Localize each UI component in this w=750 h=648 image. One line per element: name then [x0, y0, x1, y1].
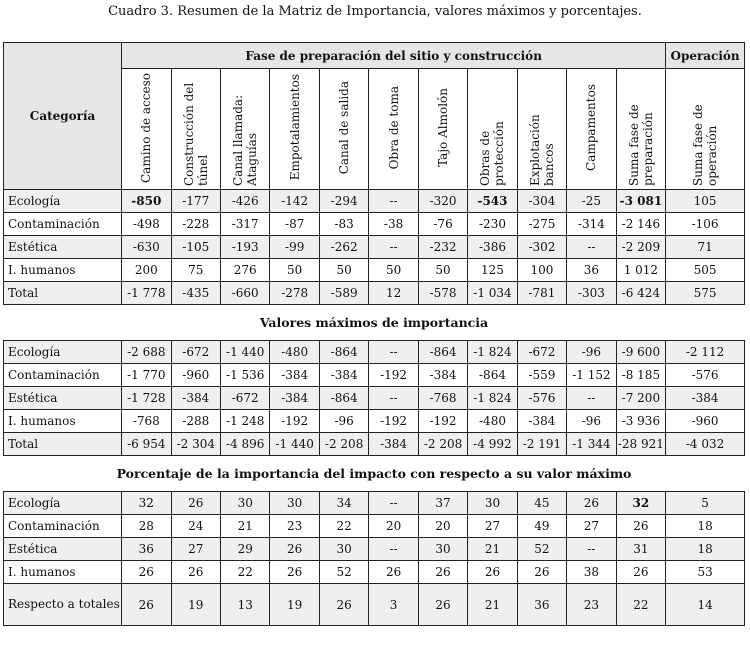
column-header	[270, 69, 319, 190]
column-header-label: Construcción del túnel	[181, 82, 210, 186]
table-cell: 22	[221, 561, 270, 584]
table-cell: 22	[319, 515, 368, 538]
table-cell: -1 770	[122, 364, 171, 387]
table-cell: 50	[369, 259, 418, 282]
table-cell: 26	[616, 561, 666, 584]
table-cell: --	[369, 387, 418, 410]
table-cell: -386	[468, 236, 517, 259]
table-cell: -576	[666, 364, 745, 387]
row-label: Ecología	[4, 341, 122, 364]
column-header-label: Canal de salida	[337, 80, 352, 175]
column-header	[171, 69, 220, 190]
table-cell: 23	[270, 515, 319, 538]
table-cell: 22	[616, 584, 666, 626]
table-cell: -294	[319, 190, 368, 213]
table-cell: -435	[171, 282, 220, 305]
row-label: Estética	[4, 538, 122, 561]
table-row	[4, 433, 745, 456]
table-cell: -1 440	[270, 433, 319, 456]
table-cell: 19	[270, 584, 319, 626]
table-cell: -6 954	[122, 433, 171, 456]
table-row	[4, 410, 745, 433]
table-cell: -576	[517, 387, 566, 410]
table-cell: -384	[418, 364, 467, 387]
column-header-label: Empotalamientos	[287, 74, 302, 181]
table-cell: 105	[666, 190, 745, 213]
table-cell: -25	[567, 190, 616, 213]
table-cell: -192	[418, 410, 467, 433]
table-cell: -426	[221, 190, 270, 213]
table-cell: -96	[319, 410, 368, 433]
operation-phase-header: Operación	[666, 43, 745, 69]
table-cell: 53	[666, 561, 745, 584]
table-caption: Cuadro 3. Resumen de la Matriz de Importancia, valores máximos y porcentajes.	[108, 4, 642, 19]
table-row	[4, 364, 745, 387]
row-label: I. humanos	[4, 561, 122, 584]
section-title: Porcentaje de la importancia del impacto con respecto a su valor máximo	[4, 456, 745, 492]
table-cell: 18	[666, 515, 745, 538]
table-cell: -480	[468, 410, 517, 433]
table-cell: -317	[221, 213, 270, 236]
column-header	[122, 69, 171, 190]
table-cell: --	[567, 387, 616, 410]
table-cell: -2 209	[616, 236, 666, 259]
table-cell: -9 600	[616, 341, 666, 364]
column-header-label: Camino de acceso	[139, 72, 154, 183]
table-cell: 505	[666, 259, 745, 282]
table-cell: 26	[418, 584, 467, 626]
table-cell: 29	[221, 538, 270, 561]
table-cell: -76	[418, 213, 467, 236]
table-cell: -3 081	[616, 190, 666, 213]
table-cell: 125	[468, 259, 517, 282]
table-cell: -4 992	[468, 433, 517, 456]
table-cell: --	[369, 341, 418, 364]
table-cell: -672	[221, 387, 270, 410]
table-cell: 14	[666, 584, 745, 626]
table-cell: -543	[468, 190, 517, 213]
table-cell: -275	[517, 213, 566, 236]
table-row	[4, 584, 745, 626]
table-cell: -87	[270, 213, 319, 236]
table-cell: -2 208	[319, 433, 368, 456]
table-cell: -660	[221, 282, 270, 305]
table-cell: -384	[517, 410, 566, 433]
table-cell: -228	[171, 213, 220, 236]
table-cell: -864	[319, 387, 368, 410]
table-cell: 13	[221, 584, 270, 626]
table-cell: --	[369, 492, 418, 515]
row-label: Total	[4, 433, 122, 456]
table-row	[4, 341, 745, 364]
column-header-label: Tajo Almolón	[436, 88, 451, 167]
table-cell: -7 200	[616, 387, 666, 410]
table-row	[4, 259, 745, 282]
table-cell: -864	[319, 341, 368, 364]
table-cell: -192	[270, 410, 319, 433]
table-cell: -850	[122, 190, 171, 213]
table-cell: 12	[369, 282, 418, 305]
table-cell: -1 824	[468, 387, 517, 410]
importance-matrix-table	[3, 42, 745, 626]
table-cell: 1 012	[616, 259, 666, 282]
table-row	[4, 190, 745, 213]
table-cell: 30	[319, 538, 368, 561]
table-cell: -781	[517, 282, 566, 305]
table-cell: -1 536	[221, 364, 270, 387]
column-header-label: Suma fase de preparación	[626, 103, 655, 186]
table-cell: 20	[418, 515, 467, 538]
table-cell: -384	[270, 387, 319, 410]
row-label: Respecto a totales	[4, 584, 122, 626]
table-cell: 31	[616, 538, 666, 561]
table-cell: 5	[666, 492, 745, 515]
column-header-label: Explotación bancos	[527, 113, 556, 186]
table-cell: -1 728	[122, 387, 171, 410]
row-label: I. humanos	[4, 259, 122, 282]
column-header	[418, 69, 467, 190]
column-header	[468, 69, 517, 190]
column-header-label: Canal llamada: Ataguías	[231, 94, 260, 186]
table-cell: -384	[666, 387, 745, 410]
table-cell: --	[567, 538, 616, 561]
table-cell: 30	[221, 492, 270, 515]
table-cell: -2 688	[122, 341, 171, 364]
table-cell: -960	[666, 410, 745, 433]
table-cell: 28	[122, 515, 171, 538]
table-cell: -960	[171, 364, 220, 387]
table-cell: 26	[270, 561, 319, 584]
table-cell: -864	[418, 341, 467, 364]
table-cell: -302	[517, 236, 566, 259]
table-cell: 23	[567, 584, 616, 626]
table-cell: 276	[221, 259, 270, 282]
table-cell: -2 191	[517, 433, 566, 456]
column-header	[666, 69, 745, 190]
table-cell: -4 896	[221, 433, 270, 456]
table-cell: -106	[666, 213, 745, 236]
table-cell: 49	[517, 515, 566, 538]
table-cell: -192	[369, 364, 418, 387]
row-label: Estética	[4, 236, 122, 259]
table-cell: -864	[468, 364, 517, 387]
column-header	[369, 69, 418, 190]
column-header	[616, 69, 666, 190]
table-cell: 26	[468, 561, 517, 584]
column-header-label: Obras de protección	[478, 120, 507, 186]
table-cell: -278	[270, 282, 319, 305]
table-cell: -193	[221, 236, 270, 259]
table-cell: 34	[319, 492, 368, 515]
table-cell: -96	[567, 341, 616, 364]
table-row	[4, 492, 745, 515]
table-cell: -2 304	[171, 433, 220, 456]
table-cell: 19	[171, 584, 220, 626]
table-cell: -1 344	[567, 433, 616, 456]
row-label: Ecología	[4, 492, 122, 515]
table-cell: -1 440	[221, 341, 270, 364]
column-header	[319, 69, 368, 190]
table-cell: 30	[418, 538, 467, 561]
row-label: Contaminación	[4, 213, 122, 236]
table-cell: -1 824	[468, 341, 517, 364]
table-cell: -559	[517, 364, 566, 387]
table-cell: -105	[171, 236, 220, 259]
table-cell: 26	[418, 561, 467, 584]
table-cell: --	[369, 538, 418, 561]
table-cell: 27	[567, 515, 616, 538]
table-cell: -304	[517, 190, 566, 213]
table-cell: -384	[369, 433, 418, 456]
table-cell: 200	[122, 259, 171, 282]
column-header	[221, 69, 270, 190]
table-cell: 26	[122, 561, 171, 584]
table-cell: -384	[171, 387, 220, 410]
table-cell: 575	[666, 282, 745, 305]
table-cell: -384	[270, 364, 319, 387]
table-cell: 27	[171, 538, 220, 561]
table-row	[4, 538, 745, 561]
table-cell: -288	[171, 410, 220, 433]
table-cell: 20	[369, 515, 418, 538]
table-cell: -83	[319, 213, 368, 236]
table-cell: -230	[468, 213, 517, 236]
construction-phase-header: Fase de preparación del sitio y construcción	[122, 43, 666, 69]
table-cell: 26	[616, 515, 666, 538]
table-cell: -384	[319, 364, 368, 387]
column-header	[517, 69, 566, 190]
row-label: Contaminación	[4, 364, 122, 387]
table-cell: 36	[567, 259, 616, 282]
table-cell: --	[369, 190, 418, 213]
column-header-label: Campamentos	[584, 84, 599, 171]
table-cell: 30	[270, 492, 319, 515]
table-cell: -578	[418, 282, 467, 305]
table-cell: 50	[319, 259, 368, 282]
table-cell: -2 208	[418, 433, 467, 456]
table-cell: 26	[171, 492, 220, 515]
row-label: Ecología	[4, 190, 122, 213]
table-cell: -672	[517, 341, 566, 364]
table-cell: -1 248	[221, 410, 270, 433]
row-label: Estética	[4, 387, 122, 410]
table-cell: 36	[122, 538, 171, 561]
table-row	[4, 282, 745, 305]
table-cell: 50	[270, 259, 319, 282]
category-header: Categoría	[4, 43, 122, 190]
table-cell: 52	[319, 561, 368, 584]
table-cell: --	[369, 236, 418, 259]
row-label: Contaminación	[4, 515, 122, 538]
table-cell: -3 936	[616, 410, 666, 433]
section-title-row	[4, 305, 745, 341]
table-cell: -768	[122, 410, 171, 433]
table-cell: 26	[517, 561, 566, 584]
table-cell: -8 185	[616, 364, 666, 387]
table-cell: -1 778	[122, 282, 171, 305]
table-cell: -262	[319, 236, 368, 259]
table-cell: 26	[122, 584, 171, 626]
row-label: I. humanos	[4, 410, 122, 433]
table-cell: -4 032	[666, 433, 745, 456]
table-cell: -192	[369, 410, 418, 433]
table-cell: -314	[567, 213, 616, 236]
table-cell: 100	[517, 259, 566, 282]
table-cell: -177	[171, 190, 220, 213]
table-cell: 26	[171, 561, 220, 584]
table-cell: 21	[468, 538, 517, 561]
table-cell: 30	[468, 492, 517, 515]
table-cell: 21	[468, 584, 517, 626]
table-cell: -142	[270, 190, 319, 213]
table-cell: -38	[369, 213, 418, 236]
table-cell: 50	[418, 259, 467, 282]
table-cell: 3	[369, 584, 418, 626]
table-cell: 24	[171, 515, 220, 538]
column-header-label: Obra de toma	[386, 85, 401, 170]
table-cell: -320	[418, 190, 467, 213]
table-row	[4, 515, 745, 538]
table-cell: 75	[171, 259, 220, 282]
table-cell: -232	[418, 236, 467, 259]
table-cell: 26	[567, 492, 616, 515]
table-cell: --	[567, 236, 616, 259]
table-cell: -589	[319, 282, 368, 305]
table-cell: 27	[468, 515, 517, 538]
table-row	[4, 387, 745, 410]
table-cell: -630	[122, 236, 171, 259]
table-cell: -480	[270, 341, 319, 364]
table-body	[4, 190, 745, 626]
table-cell: 32	[122, 492, 171, 515]
column-header-label: Suma fase de operación	[691, 103, 720, 186]
table-cell: 32	[616, 492, 666, 515]
table-cell: 26	[319, 584, 368, 626]
table-row	[4, 236, 745, 259]
table-cell: 45	[517, 492, 566, 515]
column-header	[567, 69, 616, 190]
table-cell: 71	[666, 236, 745, 259]
table-cell: -672	[171, 341, 220, 364]
table-cell: -2 112	[666, 341, 745, 364]
table-cell: -768	[418, 387, 467, 410]
table-cell: 26	[369, 561, 418, 584]
table-cell: -6 424	[616, 282, 666, 305]
table-cell: 36	[517, 584, 566, 626]
table-cell: -1 034	[468, 282, 517, 305]
table-cell: 26	[270, 538, 319, 561]
table-cell: -303	[567, 282, 616, 305]
table-cell: 37	[418, 492, 467, 515]
table-cell: -96	[567, 410, 616, 433]
table-cell: -498	[122, 213, 171, 236]
table-cell: 21	[221, 515, 270, 538]
table-cell: -1 152	[567, 364, 616, 387]
row-label: Total	[4, 282, 122, 305]
section-title-row	[4, 456, 745, 492]
table-cell: 52	[517, 538, 566, 561]
table-row	[4, 213, 745, 236]
table-cell: 18	[666, 538, 745, 561]
table-cell: -28 921	[616, 433, 666, 456]
table-cell: -2 146	[616, 213, 666, 236]
table-cell: -99	[270, 236, 319, 259]
table-cell: 38	[567, 561, 616, 584]
section-title: Valores máximos de importancia	[4, 305, 745, 341]
table-row	[4, 561, 745, 584]
